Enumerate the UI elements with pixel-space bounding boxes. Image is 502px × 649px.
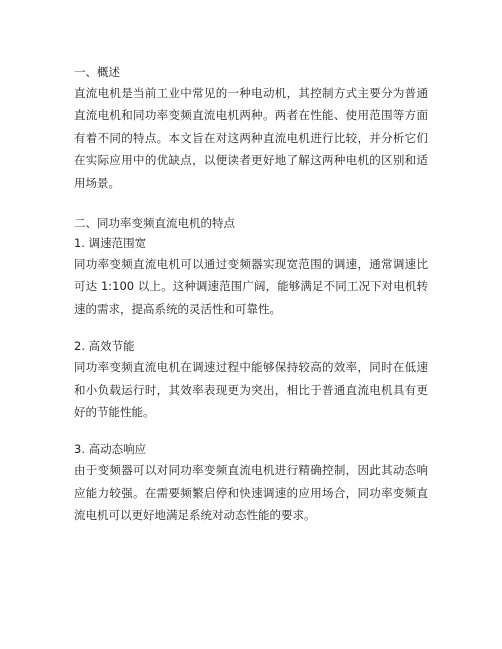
document-page bbox=[74, 62, 428, 527]
item-spacer bbox=[74, 423, 428, 439]
overview-paragraph: 直流电机是当前工业中常见的一种电动机，其控制方式主要分为普通直流电机和同功率变频直流电机两种。两者在性能、使用范围等方面有着不同的特点。本文旨在对这两种直流电机进行比较，并分析它们在实际应用中的优缺点，以便读者更好地了解这两种电机的区别和适用场景。 bbox=[74, 86, 428, 190]
item3-paragraph: 由于变频器可以对同功率变频直流电机进行精确控制，因此其动态响应能力较强。在需要频繁启停和快速调速的应用场合，同功率变频直流电机可以更好地满足系统对动态性能的要求。 bbox=[74, 463, 428, 523]
overview-heading: 一、概述 bbox=[74, 65, 120, 79]
item1-title: 1. 调速范围宽 bbox=[74, 236, 147, 251]
item1-paragraph: 同功率变频直流电机可以通过变频器实现宽范围的调速，通常调速比可达 1:100 以上。这种调速范围广阔，能够满足不同工况下对电机转速的需求，提高系统的灵活性和可靠性。 bbox=[74, 257, 428, 316]
section2-heading: 二、同功率变频直流电机的特点 bbox=[74, 216, 235, 231]
item2-paragraph: 同功率变频直流电机在调速过程中能够保持较高的效率，同时在低速和小负载运行时，其效率表现更为突出，相比于普通直流电机具有更好的节能性能。 bbox=[74, 360, 428, 420]
section-spacer bbox=[74, 194, 428, 213]
item3-title: 3. 高动态响应 bbox=[74, 442, 147, 457]
item2-title: 2. 高效节能 bbox=[74, 339, 135, 354]
item-spacer bbox=[74, 320, 428, 336]
